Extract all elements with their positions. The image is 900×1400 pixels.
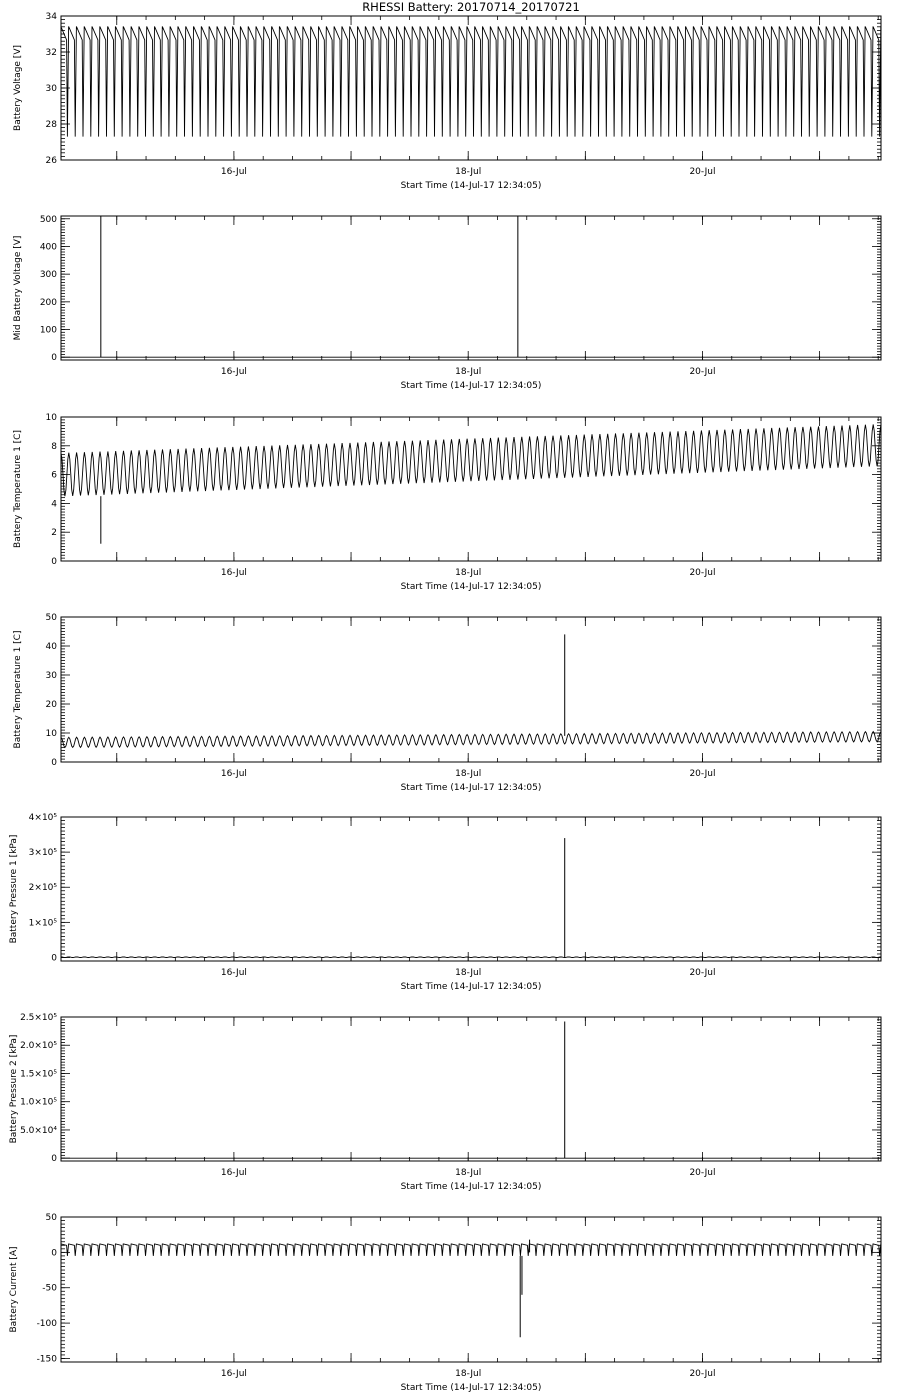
x-axis-label: Start Time (14-Jul-17 12:34:05): [400, 1182, 542, 1192]
y-tick-label: 1.0×10⁵: [20, 1097, 57, 1108]
y-tick-label: 2.5×10⁵: [20, 1013, 57, 1023]
panel-battery-temperature-1-b: [13, 613, 881, 793]
y-tick-label: 10: [45, 413, 57, 423]
panel-battery-pressure-2: [9, 1013, 881, 1192]
y-tick-label: 200: [39, 297, 57, 308]
x-tick-label: 20-Jul: [689, 769, 716, 779]
y-axis-label: Mid Battery Voltage [V]: [13, 235, 23, 341]
series-line: [61, 1244, 881, 1256]
chart-title: RHESSI Battery: 20170714_20170721: [362, 0, 580, 14]
y-tick-label: 10: [45, 729, 57, 739]
x-tick-label: 18-Jul: [455, 367, 482, 377]
panel-battery-temperature-1-a: [13, 413, 881, 592]
y-tick-label: 4: [51, 499, 57, 510]
series-line: [61, 27, 881, 137]
y-tick-label: 300: [39, 270, 57, 281]
y-tick-label: 0: [51, 1154, 57, 1165]
y-tick-label: 0: [51, 758, 57, 768]
x-tick-label: 18-Jul: [455, 968, 482, 978]
y-tick-label: 8: [51, 441, 57, 452]
x-tick-label: 16-Jul: [220, 968, 247, 978]
panel-frame: [61, 417, 881, 561]
x-tick-label: 16-Jul: [220, 1168, 247, 1178]
x-axis-label: Start Time (14-Jul-17 12:34:05): [400, 181, 542, 191]
x-axis-label: Start Time (14-Jul-17 12:34:05): [400, 1383, 542, 1393]
panel-mid-battery-voltage: [13, 215, 881, 391]
y-tick-label: 30: [45, 671, 57, 681]
x-axis-label: Start Time (14-Jul-17 12:34:05): [400, 783, 542, 793]
x-tick-label: 16-Jul: [220, 1369, 247, 1379]
y-axis-label: Battery Current [A]: [9, 1246, 19, 1333]
y-tick-label: 2×10⁵: [28, 883, 57, 894]
x-tick-label: 20-Jul: [689, 1168, 716, 1178]
x-axis-label: Start Time (14-Jul-17 12:34:05): [400, 381, 542, 391]
y-tick-label: 34: [45, 12, 57, 22]
y-tick-label: 0: [51, 557, 57, 567]
x-tick-label: 20-Jul: [689, 1369, 716, 1379]
y-tick-label: 6: [51, 470, 57, 481]
y-tick-label: 2: [51, 528, 57, 539]
y-tick-label: 50: [45, 613, 57, 623]
y-tick-label: 30: [45, 84, 57, 94]
x-axis-label: Start Time (14-Jul-17 12:34:05): [400, 982, 542, 992]
y-tick-label: 0: [51, 1248, 57, 1259]
y-tick-label: -100: [36, 1319, 57, 1330]
y-tick-label: 1.5×10⁵: [20, 1069, 57, 1080]
y-tick-label: 2.0×10⁵: [20, 1041, 57, 1052]
panel-frame: [61, 817, 881, 961]
y-tick-label: 32: [45, 48, 57, 58]
x-tick-label: 16-Jul: [220, 167, 247, 177]
y-axis-label: Battery Pressure 2 [kPa]: [9, 1034, 19, 1144]
x-tick-label: 18-Jul: [455, 769, 482, 779]
panel-frame: [61, 1017, 881, 1161]
y-tick-label: 100: [39, 325, 57, 336]
panel-frame: [61, 216, 881, 360]
y-tick-label: 28: [45, 120, 57, 130]
y-axis-label: Battery Temperature 1 [C]: [13, 430, 23, 548]
panel-battery-current: [9, 1213, 881, 1393]
y-tick-label: 500: [39, 214, 57, 225]
y-tick-label: 26: [45, 156, 57, 166]
y-axis-label: Battery Temperature 1 [C]: [13, 630, 23, 749]
panel-battery-pressure-1: [9, 813, 881, 992]
y-tick-label: 50: [45, 1213, 57, 1223]
x-tick-label: 20-Jul: [689, 968, 716, 978]
x-tick-label: 20-Jul: [689, 367, 716, 377]
y-tick-label: 400: [39, 242, 57, 253]
x-tick-label: 20-Jul: [689, 568, 716, 578]
x-tick-label: 18-Jul: [455, 568, 482, 578]
x-tick-label: 20-Jul: [689, 167, 716, 177]
y-tick-label: 0: [51, 953, 57, 964]
x-tick-label: 16-Jul: [220, 568, 247, 578]
x-tick-label: 16-Jul: [220, 367, 247, 377]
x-tick-label: 16-Jul: [220, 769, 247, 779]
x-tick-label: 18-Jul: [455, 167, 482, 177]
series-line: [61, 424, 881, 496]
series-line: [61, 732, 881, 748]
y-tick-label: 0: [51, 353, 57, 364]
y-tick-label: 5.0×10⁴: [20, 1125, 57, 1136]
y-axis-label: Battery Pressure 1 [kPa]: [9, 834, 19, 944]
x-tick-label: 18-Jul: [455, 1369, 482, 1379]
x-tick-label: 18-Jul: [455, 1168, 482, 1178]
y-axis-label: Battery Voltage [V]: [13, 45, 23, 131]
y-tick-label: 1×10⁵: [28, 918, 57, 929]
y-tick-label: -50: [42, 1283, 57, 1294]
series-line: [61, 957, 881, 958]
y-tick-label: 20: [45, 700, 57, 710]
panel-frame: [61, 1217, 881, 1362]
panel-battery-voltage: [13, 12, 881, 191]
y-tick-label: -150: [36, 1354, 57, 1365]
y-tick-label: 4×10⁵: [28, 813, 57, 823]
y-tick-label: 40: [45, 642, 57, 652]
x-axis-label: Start Time (14-Jul-17 12:34:05): [400, 582, 542, 592]
y-tick-label: 3×10⁵: [28, 848, 57, 859]
